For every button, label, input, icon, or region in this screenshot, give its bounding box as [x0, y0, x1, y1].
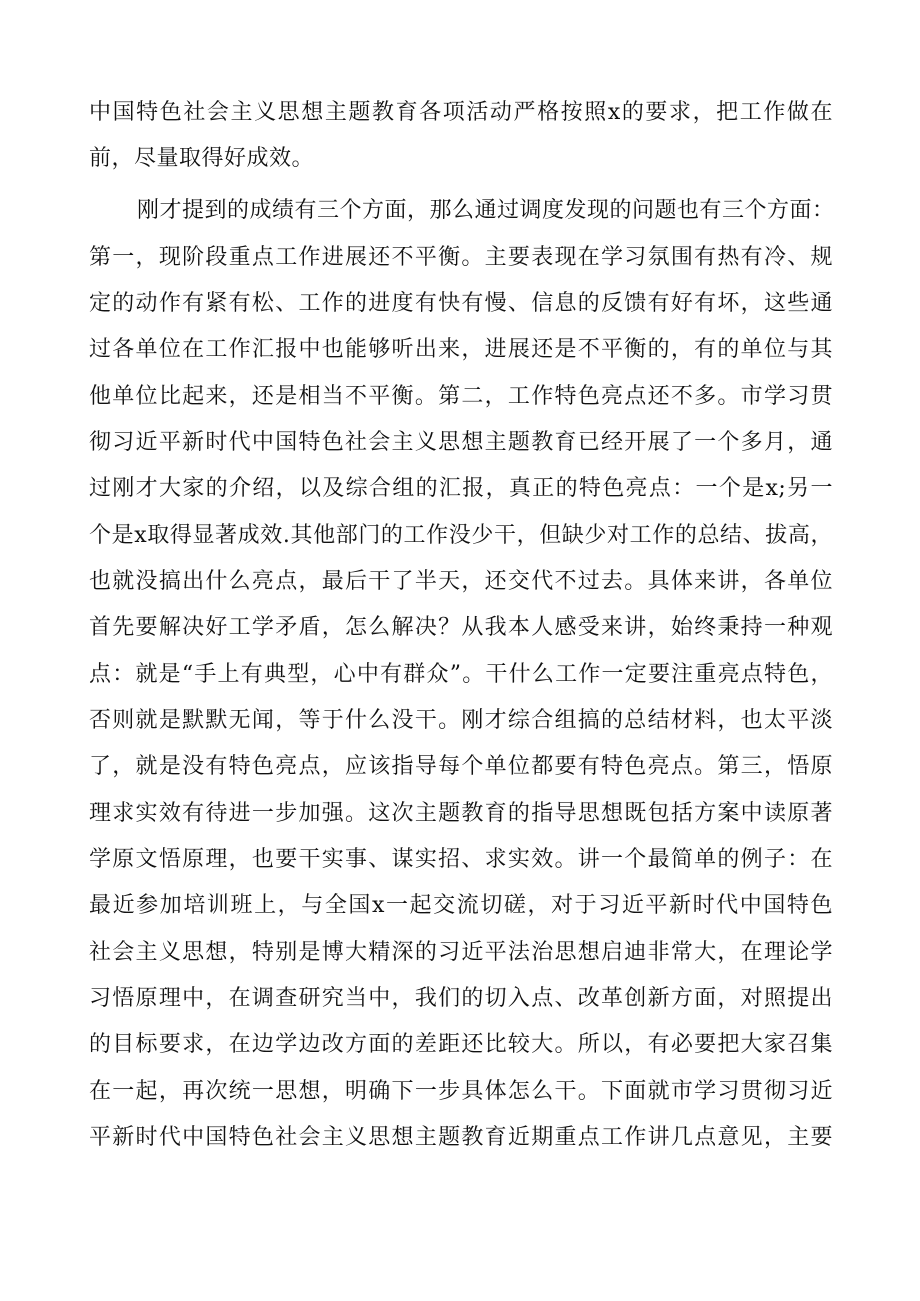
text-line-6: 过各单位在工作汇报中也能够听出来，进展还是不平衡的，有的单位与其 — [89, 337, 833, 362]
text-line-19: 社会主义思想，特别是博大精深的习近平法治思想启迪非常大，在理论学 — [89, 940, 833, 965]
text-line-15: 了，就是没有特色亮点，应该指导每个单位都要有特色亮点。第三，悟原 — [89, 754, 833, 779]
text-line-16: 理求实效有待进一步加强。这次主题教育的指导思想既包括方案中读原著 — [89, 801, 833, 826]
text-line-9: 过刚才大家的介绍，以及综合组的汇报，真正的特色亮点：一个是x;另一 — [89, 476, 833, 501]
text-line-22: 在一起，再次统一思想，明确下一步具体怎么干。下面就市学习贯彻习近 — [89, 1079, 833, 1104]
text-line-18: 最近参加培训班上，与全国x一起交流切磋，对于习近平新时代中国特色 — [89, 893, 833, 918]
text-line-8: 彻习近平新时代中国特色社会主义思想主题教育已经开展了一个多月，通 — [89, 430, 833, 455]
text-line-4: 第一，现阶段重点工作进展还不平衡。主要表现在学习氛围有热有冷、规 — [89, 245, 833, 270]
text-line-1: 中国特色社会主义思想主题教育各项活动严格按照x的要求，把工作做在 — [89, 100, 833, 125]
text-line-13: 点：就是“手上有典型，心中有群众”。干什么工作一定要注重亮点特色， — [89, 662, 833, 687]
text-line-2: 前，尽量取得好成效。 — [89, 146, 315, 171]
text-line-12: 首先要解决好工学矛盾，怎么解决？从我本人感受来讲，始终秉持一种观 — [89, 615, 833, 640]
text-line-17: 学原文悟原理，也要干实事、谋实招、求实效。讲一个最简单的例子：在 — [89, 847, 833, 872]
text-line-11: 也就没搞出什么亮点，最后干了半天，还交代不过去。具体来讲，各单位 — [89, 569, 833, 594]
text-line-7: 他单位比起来，还是相当不平衡。第二，工作特色亮点还不多。市学习贯 — [89, 384, 833, 409]
text-line-20: 习悟原理中，在调查研究当中，我们的切入点、改革创新方面，对照提出 — [89, 986, 833, 1011]
text-line-5: 定的动作有紧有松、工作的进度有快有慢、信息的反馈有好有坏，这些通 — [89, 291, 833, 316]
text-line-14: 否则就是默默无闻，等于什么没干。刚才综合组搞的总结材料，也太平淡 — [89, 708, 833, 733]
paragraph-start-line: 刚才提到的成绩有三个方面，那么通过调度发现的问题也有三个方面： — [137, 198, 835, 223]
text-line-21: 的目标要求，在边学边改方面的差距还比较大。所以，有必要把大家召集 — [89, 1032, 833, 1057]
text-line-23: 平新时代中国特色社会主义思想主题教育近期重点工作讲几点意见，主要 — [89, 1125, 833, 1150]
text-line-10: 个是x取得显著成效.其他部门的工作没少干，但缺少对工作的总结、拔高， — [89, 523, 833, 548]
